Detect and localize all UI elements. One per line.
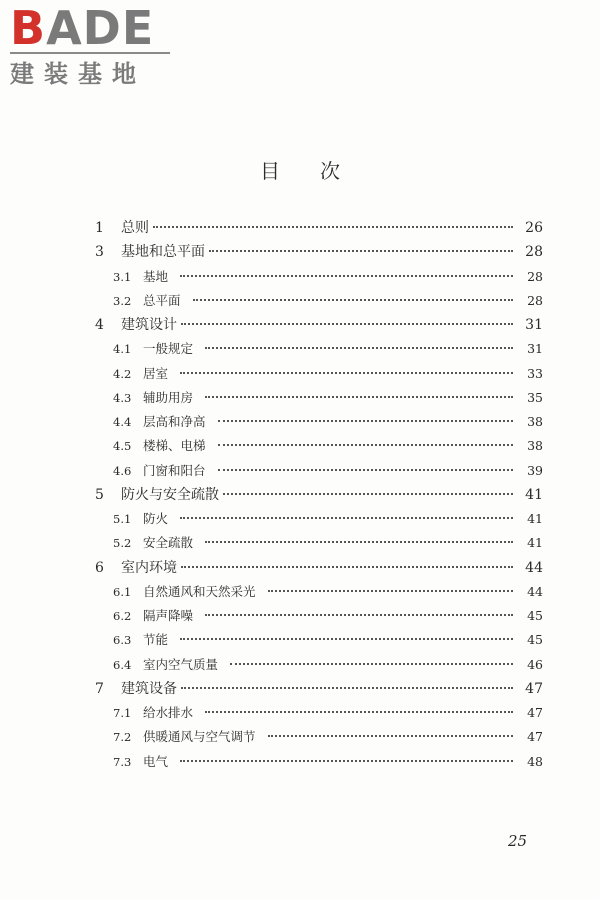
toc-entry-label: 总平面 — [143, 292, 181, 308]
toc-title: 目次 — [260, 159, 380, 183]
toc-dot-leader — [153, 226, 513, 228]
toc-dot-leader — [205, 396, 513, 398]
toc-entry-page: 38 — [527, 414, 543, 429]
toc-entry-label: 门窗和阳台 — [143, 462, 206, 478]
toc-dot-leader — [181, 323, 513, 325]
table-of-contents — [95, 216, 543, 774]
toc-chapter-row[interactable] — [95, 677, 543, 701]
toc-section-row[interactable] — [95, 628, 543, 652]
toc-entry-number: 7.1 — [113, 706, 132, 720]
toc-entry-page: 31 — [527, 341, 543, 357]
toc-dot-leader — [180, 760, 513, 762]
toc-entry-number: 3.1 — [113, 269, 132, 284]
toc-entry-page: 46 — [527, 656, 543, 672]
toc-section-row[interactable] — [95, 507, 543, 531]
toc-entry-label: 自然通风和天然采光 — [143, 583, 256, 599]
toc-entry-page: 47 — [527, 705, 543, 720]
toc-entry-page: 38 — [527, 438, 543, 454]
toc-entry-page: 47 — [527, 729, 543, 745]
toc-entry-number: 6.1 — [113, 584, 132, 599]
toc-entry-number: 6.4 — [113, 657, 132, 672]
toc-chapter-row[interactable] — [95, 483, 543, 507]
toc-entry-page: 45 — [527, 632, 543, 648]
toc-entry-page: 39 — [527, 462, 543, 478]
toc-entry-label: 供暖通风与空气调节 — [143, 729, 256, 745]
toc-entry-label: 节能 — [143, 632, 169, 648]
toc-entry-number: 7.2 — [113, 730, 132, 745]
toc-entry-page: 28 — [527, 292, 543, 308]
toc-dot-leader — [230, 663, 513, 665]
toc-entry-number: 4.4 — [113, 415, 132, 429]
toc-entry-label: 给水排水 — [143, 705, 194, 720]
toc-section-row[interactable] — [95, 459, 543, 483]
toc-entry-number: 6 — [95, 559, 104, 576]
toc-entry-number: 3.2 — [113, 293, 132, 308]
toc-entry-number: 5.1 — [113, 512, 132, 526]
toc-dot-leader — [223, 493, 513, 495]
toc-entry-label: 居室 — [143, 365, 169, 381]
toc-dot-leader — [180, 275, 513, 277]
logo-subtitle: 建装基地 — [10, 60, 146, 88]
toc-dot-leader — [181, 566, 513, 568]
toc-entry-label: 室内环境 — [121, 559, 177, 576]
toc-entry-label: 防火 — [143, 511, 169, 526]
toc-dot-leader — [180, 517, 513, 519]
toc-entry-label: 室内空气质量 — [143, 656, 219, 672]
toc-entry-label: 隔声降噪 — [143, 608, 194, 623]
toc-section-row[interactable] — [95, 580, 543, 604]
toc-entry-label: 电气 — [143, 753, 169, 769]
toc-entry-label: 层高和净高 — [143, 414, 206, 429]
toc-entry-page: 28 — [527, 268, 543, 284]
toc-section-row[interactable] — [95, 653, 543, 677]
logo-accent-letter: B — [10, 1, 47, 55]
toc-entry-number: 1 — [95, 220, 104, 236]
toc-entry-label: 安全疏散 — [143, 535, 194, 551]
toc-entry-label: 建筑设计 — [121, 317, 177, 333]
toc-dot-leader — [205, 614, 513, 616]
toc-section-row[interactable] — [95, 434, 543, 458]
toc-entry-label: 基地 — [143, 268, 169, 284]
toc-entry-page: 44 — [525, 559, 543, 576]
toc-entry-page: 28 — [525, 244, 543, 261]
toc-dot-leader — [209, 250, 513, 252]
toc-entry-page: 31 — [525, 317, 543, 333]
toc-chapter-row[interactable] — [95, 313, 543, 337]
toc-entry-page: 41 — [527, 511, 543, 526]
toc-entry-number: 3 — [95, 244, 104, 261]
toc-entry-number: 7.3 — [113, 754, 132, 769]
toc-entry-number: 6.3 — [113, 633, 132, 648]
toc-dot-leader — [205, 541, 513, 543]
toc-dot-leader — [268, 735, 513, 737]
toc-entry-page: 45 — [527, 608, 543, 623]
toc-entry-number: 4.1 — [113, 342, 132, 357]
toc-dot-leader — [193, 299, 513, 301]
toc-section-row[interactable] — [95, 337, 543, 361]
toc-section-row[interactable] — [95, 386, 543, 410]
toc-entry-page: 48 — [527, 753, 543, 769]
toc-dot-leader — [205, 711, 513, 713]
toc-entry-page: 47 — [525, 680, 543, 697]
toc-entry-number: 4.6 — [113, 463, 132, 478]
toc-dot-leader — [218, 420, 513, 422]
page-number: 25 — [508, 832, 528, 850]
toc-entry-label: 防火与安全疏散 — [121, 486, 219, 503]
toc-dot-leader — [268, 590, 513, 592]
toc-entry-page: 26 — [525, 220, 543, 236]
brand-logo — [10, 1, 180, 88]
toc-section-row[interactable] — [95, 531, 543, 555]
toc-dot-leader — [218, 444, 513, 446]
toc-entry-label: 一般规定 — [143, 341, 194, 357]
toc-entry-number: 4.3 — [113, 390, 132, 405]
toc-dot-leader — [218, 469, 513, 471]
toc-section-row[interactable] — [95, 289, 543, 313]
toc-entry-label: 建筑设备 — [121, 680, 177, 697]
toc-entry-number: 7 — [95, 680, 104, 697]
toc-entry-number: 6.2 — [113, 609, 132, 623]
toc-section-row[interactable] — [95, 725, 543, 749]
toc-entry-page: 41 — [525, 486, 543, 503]
toc-dot-leader — [205, 347, 513, 349]
toc-dot-leader — [180, 638, 513, 640]
toc-dot-leader — [180, 372, 513, 374]
toc-entry-number: 4.5 — [113, 439, 132, 454]
logo-wordmark — [10, 1, 180, 55]
toc-entry-number: 4.2 — [113, 366, 132, 381]
toc-entry-number: 4 — [95, 317, 104, 333]
toc-section-row[interactable] — [95, 265, 543, 289]
toc-chapter-row[interactable] — [95, 216, 543, 240]
toc-section-row[interactable] — [95, 750, 543, 774]
toc-chapter-row[interactable] — [95, 556, 543, 580]
toc-section-row[interactable] — [95, 362, 543, 386]
toc-chapter-row[interactable] — [95, 240, 543, 264]
toc-section-row[interactable] — [95, 701, 543, 725]
toc-entry-label: 总则 — [121, 220, 149, 236]
toc-entry-page: 41 — [527, 535, 543, 551]
toc-entry-number: 5.2 — [113, 536, 132, 551]
toc-entry-page: 33 — [527, 365, 543, 381]
toc-section-row[interactable] — [95, 604, 543, 628]
toc-dot-leader — [181, 687, 513, 689]
toc-section-row[interactable] — [95, 410, 543, 434]
toc-entry-number: 5 — [95, 486, 104, 503]
toc-entry-label: 辅助用房 — [143, 389, 194, 405]
toc-entry-label: 基地和总平面 — [121, 244, 205, 261]
logo-rest-letters: ADE — [46, 1, 155, 55]
toc-entry-page: 44 — [527, 583, 543, 599]
toc-entry-label: 楼梯、电梯 — [143, 438, 206, 454]
toc-entry-page: 35 — [527, 389, 543, 405]
